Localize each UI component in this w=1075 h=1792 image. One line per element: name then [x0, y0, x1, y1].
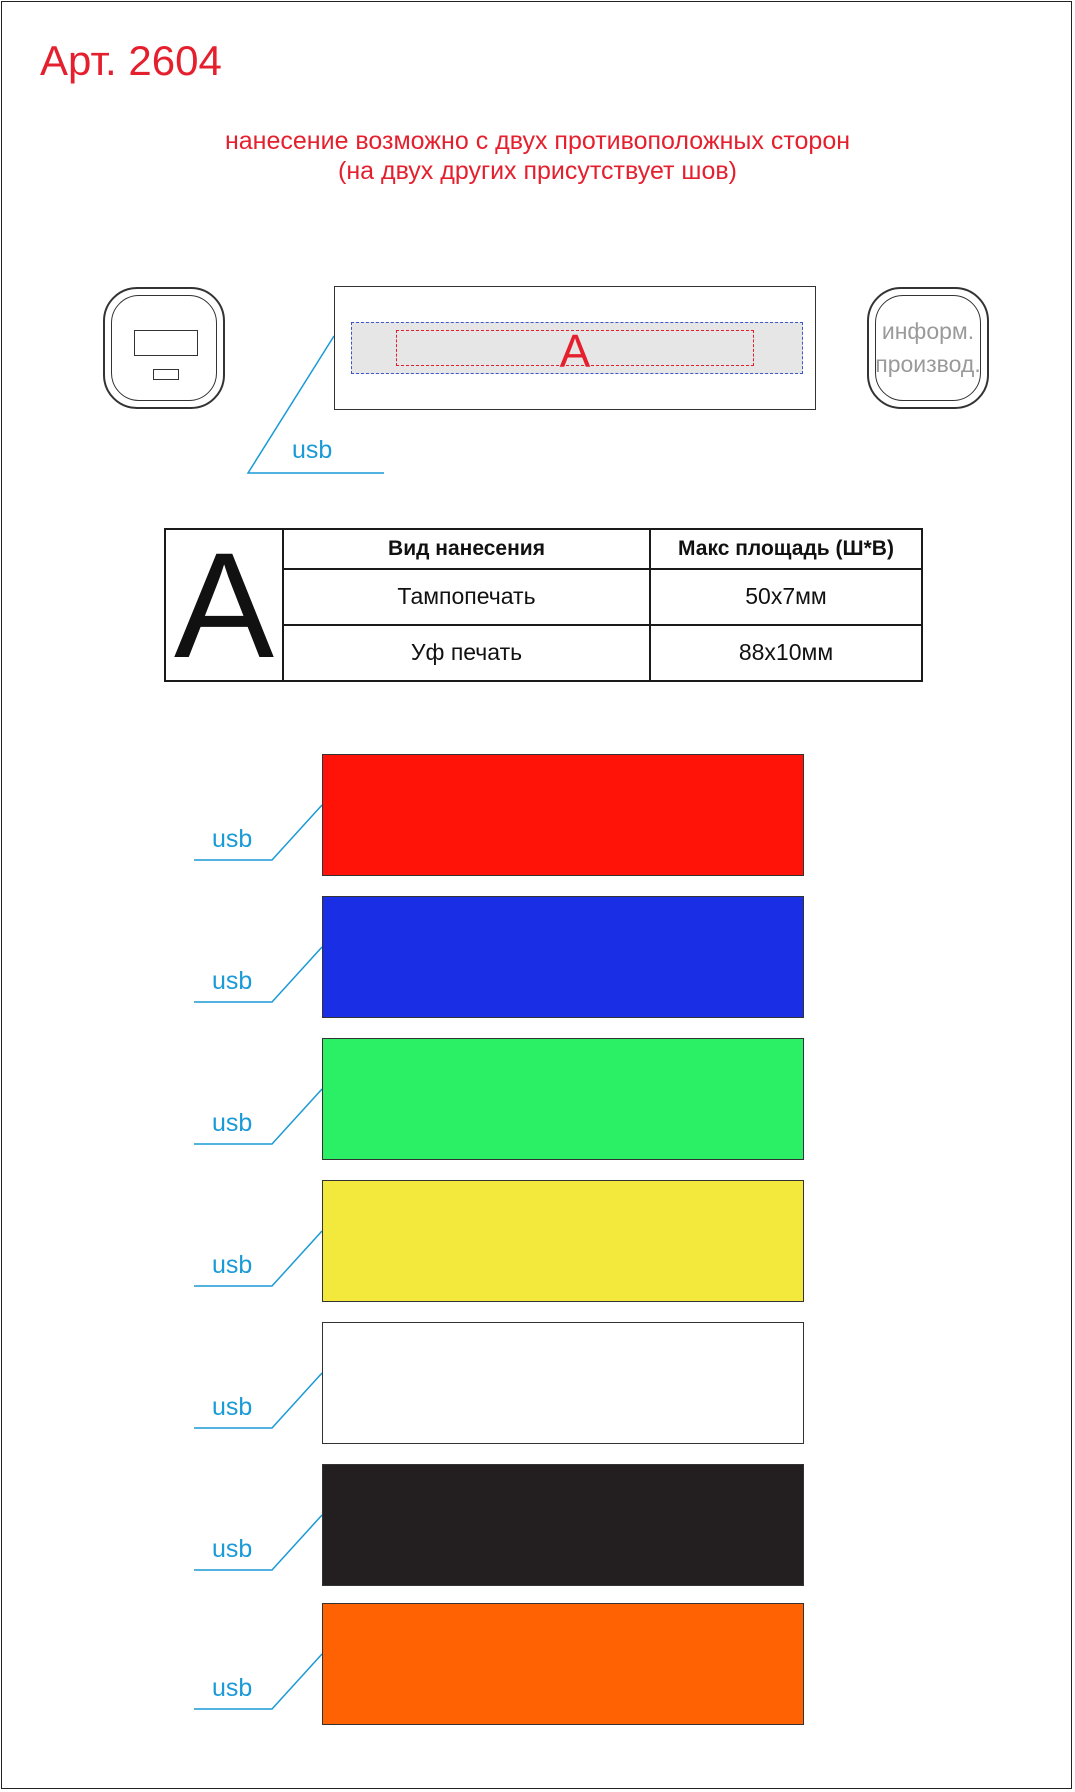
table-cell-method: Тампопечать: [283, 569, 650, 625]
swatch-usb-label: usb: [212, 825, 253, 853]
table-area-letter: A: [165, 529, 283, 681]
swatch-usb-label: usb: [212, 1535, 253, 1563]
side-view-info: [867, 287, 989, 409]
subtitle-line-2: (на двух других присутствует шов): [338, 157, 737, 185]
table-cell-method: Уф печать: [283, 625, 650, 681]
swatch-usb-label: usb: [212, 967, 253, 995]
table-cell-size: 50х7мм: [650, 569, 922, 625]
print-area-max: [351, 322, 803, 377]
front-view: [334, 286, 816, 410]
color-swatch-white: [322, 1322, 804, 1444]
color-swatch-yellow: [322, 1180, 804, 1302]
color-swatch-orange: [322, 1603, 804, 1725]
table-header-method: Вид нанесения: [283, 529, 650, 569]
table-header-area: Макс площадь (Ш*В): [650, 529, 922, 569]
swatch-usb-label: usb: [212, 1674, 253, 1702]
print-spec-table: [164, 521, 923, 689]
usb-port-icon: [134, 330, 198, 356]
table-cell-size: 88х10мм: [650, 625, 922, 681]
usb-label: usb: [292, 436, 333, 464]
print-area-pad: [396, 325, 754, 377]
side-view-usb: [103, 287, 225, 409]
print-area-letter: A: [559, 325, 591, 377]
info-text-line-2: производ.: [875, 351, 981, 377]
info-text-line-1: информ.: [881, 318, 975, 344]
page-title: Арт. 2604: [40, 37, 222, 84]
color-swatch-blue: [322, 896, 804, 1018]
swatch-usb-label: usb: [212, 1251, 253, 1279]
color-swatch-red: [322, 754, 804, 876]
color-swatch-green: [322, 1038, 804, 1160]
color-swatch-black: [322, 1464, 804, 1586]
led-indicator-icon: [153, 369, 179, 380]
swatch-usb-label: usb: [212, 1109, 253, 1137]
swatch-usb-label: usb: [212, 1393, 253, 1421]
subtitle-line-1: нанесение возможно с двух противоположных сторон: [224, 127, 851, 155]
